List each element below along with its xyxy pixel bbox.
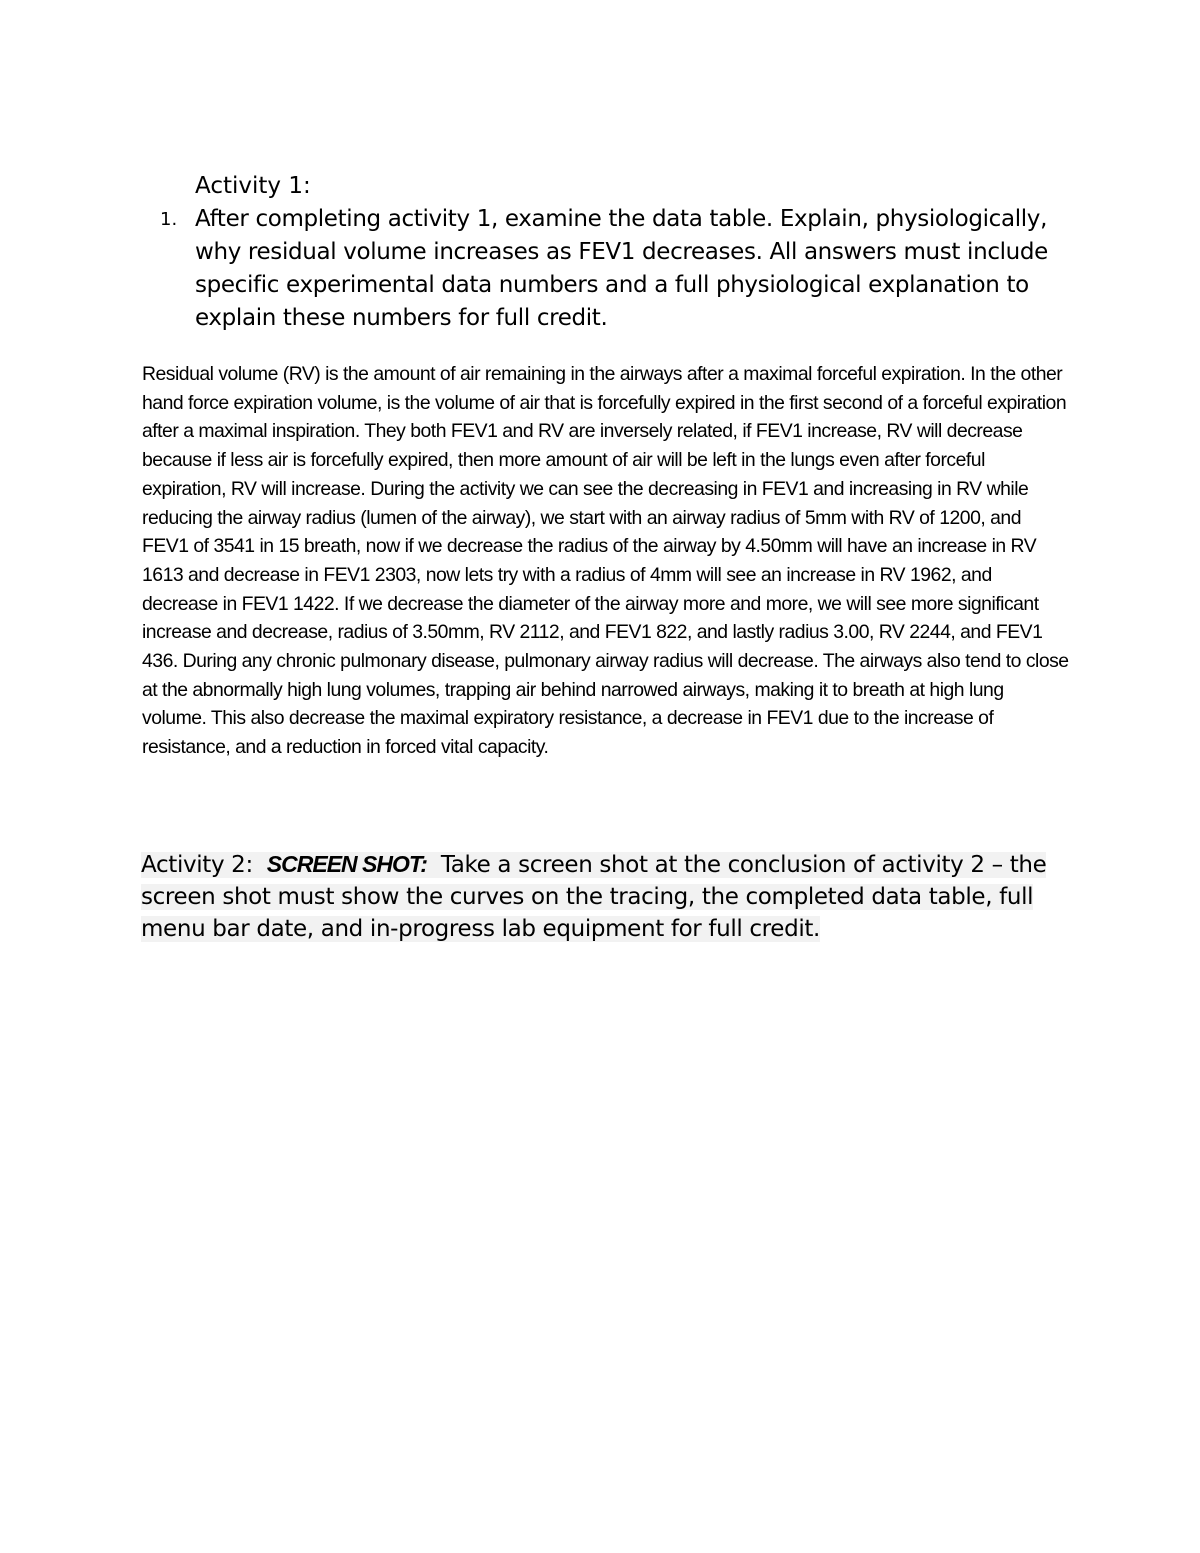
question-number: 1. [160,209,178,230]
question-text: After completing activity 1, examine the data table. Explain, physiologically, why residual volume increases as FEV1 decreases. All answers must include specific experimental data numbers and a full physiological explanation to explain these numbers for full credit. [195,206,1048,331]
activity-2-section [141,848,1071,945]
activity-1-heading: Activity 1: [195,173,311,199]
activity-2-heading: Activity 2: [141,852,253,878]
activity-1-section [160,170,1060,335]
question-list-item [160,203,1060,335]
screenshot-label: SCREEN SHOT: [266,851,427,877]
answer-paragraph: Residual volume (RV) is the amount of air remaining in the airways after a maximal forceful expiration. In the other hand force expiration volume, is the volume of air that is forcefully expired in the first second of a forceful expiration after a maximal inspiration. They both FEV1 and RV are inversely related, if FEV1 increase, RV will decrease because if less air is forcefully expired, then more amount of air will be left in the lungs even after forceful expiration, RV will increase. During the activity we can see the decreasing in FEV1 and increasing in RV while reducing the airway radius (lumen of the airway), we start with an airway radius of 5mm with RV of 1200, and FEV1 of 3541 in 15 breath, now if we decrease the radius of the airway by 4.50mm will have an increase in RV 1613 and decrease in FEV1 2303, now lets try with a radius of 4mm will see an increase in RV 1962, and decrease in FEV1 1422. If we decrease the diameter of the airway more and more, we will see more significant increase and decrease, radius of 3.50mm, RV 2112, and FEV1 822, and lastly radius 3.00, RV 2244, and FEV1 436. During any chronic pulmonary disease, pulmonary airway radius will decrease. The airways also tend to close at the abnormally high lung volumes, trapping air behind narrowed airways, making it to breath at high lung volume. This also decrease the maximal expiratory resistance, a decrease in FEV1 due to the increase of resistance, and a reduction in forced vital capacity. [142,363,1069,759]
activity-2-instructions: Take a screen shot at the conclusion of activity 2 – the screen shot must show the curves on the tracing, the completed data table, full menu bar date, and in-progress lab equipment for full credit. [141,852,1047,942]
